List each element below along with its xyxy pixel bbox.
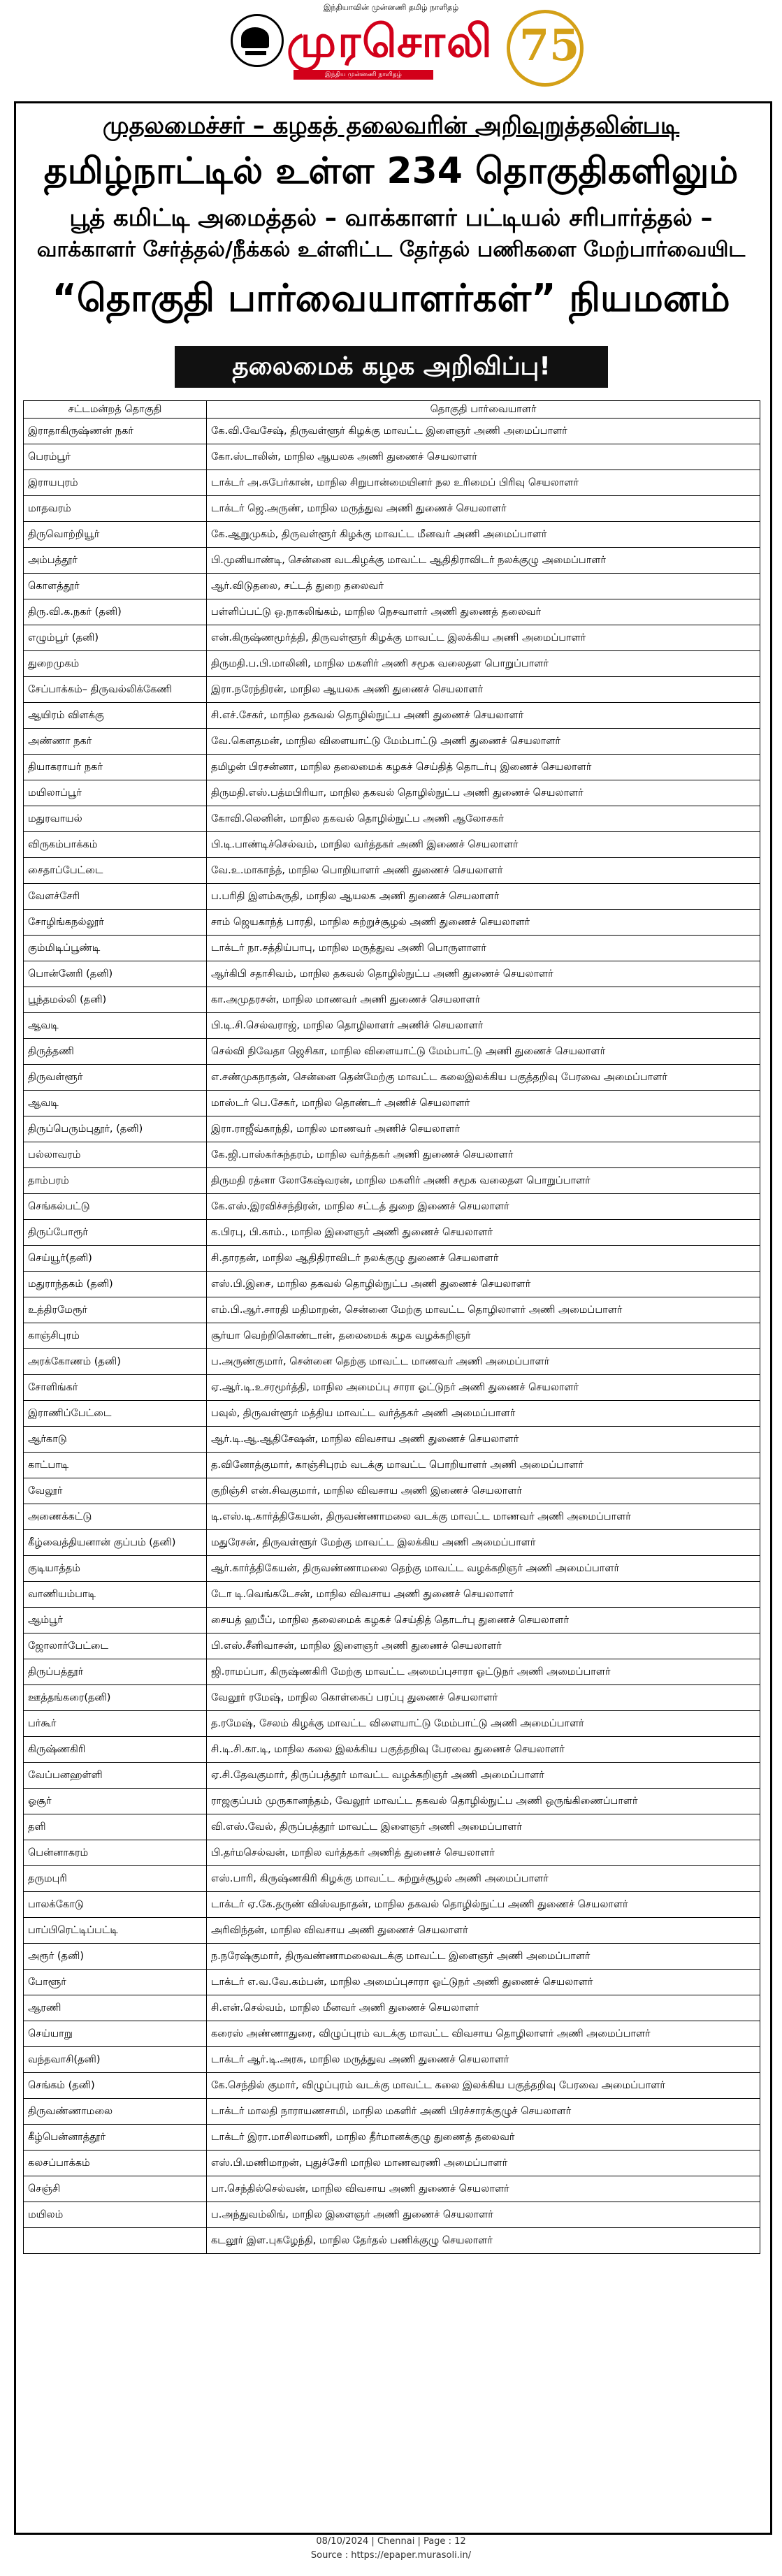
constituency-cell: திரு.வி.க.நகர் (தனி) [24,599,207,625]
table-row [24,1763,760,1789]
observer-cell: தமிழன் பிரசன்னா, மாநில தலைமைக் கழகச் செய்தித் தொடர்பு இணைச் செயலாளர் [207,755,760,780]
observer-cell: டாக்டர் ஆர்.டி.அரசு, மாநில மருத்துவ அணி துணைச் செயலாளர் [207,2047,760,2073]
observer-cell: திருமதி.எஸ்.பத்மபிரியா, மாநில தகவல் தொழில்நுட்ப அணி துணைச் செயலாளர் [207,780,760,806]
observer-cell: கோ.ஸ்டாலின், மாநில ஆயலக அணி துணைச் செயலாளர் [207,444,760,470]
observer-cell: ஜி.ராமப்பா, கிருஷ்ணகிரி மேற்கு மாவட்ட அமைப்புசாரா ஓட்டுநர் அணி அமைப்பாளர் [207,1659,760,1685]
constituency-cell: வந்தவாசி(தனி) [24,2047,207,2073]
observer-cell: இரா.ராஜீவ்காந்தி, மாநில மாணவர் அணிச் செயலாளர் [207,1116,760,1142]
constituency-cell: போளூர் [24,1970,207,1995]
constituency-cell: வேலூர் [24,1478,207,1504]
constituency-cell: கீழ்வைத்தியனான் குப்பம் (தனி) [24,1530,207,1556]
party-emblem-icon [231,14,284,67]
observer-cell: ராஜகுப்பம் முருகானந்தம், வேலூர் மாவட்ட தகவல் தொழில்நுட்ப அணி ஒருங்கிணைப்பாளர் [207,1789,760,1814]
constituency-cell: திருப்போரூர் [24,1220,207,1246]
anniversary-badge [507,10,584,87]
table-row [24,444,760,470]
constituency-cell: பர்கூர் [24,1711,207,1737]
observer-cell: ப.அந்துவம்லிங், மாநில இளைஞர் அணி துணைச் செயலாளர் [207,2202,760,2228]
table-row [24,1220,760,1246]
table-row [24,1789,760,1814]
table-row [24,1323,760,1349]
anniversary-number: 75 [519,20,580,71]
table-row [24,832,760,858]
constituency-cell: திருவண்ணாமலை [24,2099,207,2125]
headline-line-4: வாக்காளர் சேர்த்தல்/நீக்கல் உள்ளிட்ட தேர்தல் பணிகளை மேற்பார்வையிட [36,238,746,262]
table-row [24,780,760,806]
observer-cell: மாஸ்டர் பெ.சேகர், மாநில தொண்டர் அணிச் செயலாளர் [207,1091,760,1116]
headline-line-5: “தொகுதி பார்வையாளர்கள்” நியமனம் [52,276,730,320]
table-row [24,1349,760,1375]
constituency-cell: ஆம்பூர் [24,1608,207,1633]
constituency-cell: தியாகராயர் நகர் [24,755,207,780]
table-row [24,1866,760,1892]
table-row [24,1504,760,1530]
observer-cell: பா.செந்தில்செல்வன், மாநில விவசாய அணி துணைச் செயலாளர் [207,2176,760,2202]
observer-cell: செல்வி நிவேதா ஜெசிகா, மாநில விளையாட்டு மேம்பாட்டு அணி துணைச் செயலாளர் [207,1039,760,1065]
table-row [24,1401,760,1427]
table-row [24,496,760,522]
constituency-cell: காட்பாடி [24,1453,207,1478]
observer-cell: திருமதி ரத்னா லோகேஷ்வரன், மாநில மகளிர் அணி சமூக வலைதள பொறுப்பாளர் [207,1168,760,1194]
table-row [24,574,760,599]
constituency-cell: காஞ்சிபுரம் [24,1323,207,1349]
constituency-cell: மதுராந்தகம் (தனி) [24,1272,207,1297]
constituency-observer-table [23,400,760,2254]
table-row [24,625,760,651]
observer-cell: பி.டி.பாண்டிச்செல்வம், மாநில வர்த்தகர் அணி இணைச் செயலாளர் [207,832,760,858]
constituency-cell: சோழிங்கநல்லூர் [24,910,207,936]
observer-cell: பி.முனியாண்டி, சென்னை வடகிழக்கு மாவட்ட ஆதிதிராவிடர் நலக்குழு அமைப்பாளர் [207,548,760,574]
table-row [24,2202,760,2228]
constituency-cell [24,2228,207,2254]
constituency-cell: வேளச்சேரி [24,884,207,910]
observer-cell: ஏ.சி.தேவகுமார், திருப்பத்தூர் மாவட்ட வழக்கறிஞர் அணி அமைப்பாளர் [207,1763,760,1789]
constituency-cell: கொளத்தூர் [24,574,207,599]
observer-cell: ப.பரிதி இளம்சுருதி, மாநில ஆயலக அணி துணைச் செயலாளர் [207,884,760,910]
table-row [24,1375,760,1401]
table-row [24,677,760,703]
constituency-cell: கிருஷ்ணகிரி [24,1737,207,1763]
table-row [24,1582,760,1608]
observer-cell: த.வினோத்குமார், காஞ்சிபுரம் வடக்கு மாவட்ட பொறியாளர் அணி அமைப்பாளர் [207,1453,760,1478]
table-row [24,806,760,832]
table-row [24,419,760,444]
observer-cell: ஆர்.விடுதலை, சட்டத் துறை தலைவர் [207,574,760,599]
constituency-cell: ஜோலார்பேட்டை [24,1633,207,1659]
constituency-cell: திருவள்ளூர் [24,1065,207,1091]
table-row [24,1608,760,1633]
table-row [24,2176,760,2202]
constituency-cell: திருவொற்றியூர் [24,522,207,548]
constituency-cell: வேப்பனஹள்ளி [24,1763,207,1789]
observer-cell: பி.டி.சி.செல்வராஜ், மாநில தொழிலாளர் அணிச் செயலாளர் [207,1013,760,1039]
observer-cell: சையத் ஹபீப், மாநில தலைமைக் கழகச் செய்தித் தொடர்பு துணைச் செயலாளர் [207,1608,760,1633]
table-row [24,1246,760,1272]
observer-cell: க.பிரபு, பி.காம்., மாநில இளைஞர் அணி துணைச் செயலாளர் [207,1220,760,1246]
constituency-cell: எழும்பூர் (தனி) [24,625,207,651]
observer-cell: அரிவிந்தன், மாநில விவசாய அணி துணைச் செயலாளர் [207,1918,760,1944]
table-row [24,858,760,884]
table-row [24,1685,760,1711]
table-row [24,1091,760,1116]
observer-cell: பவுல், திருவள்ளூர் மத்திய மாவட்ட வர்த்தகர் அணி அமைப்பாளர் [207,1401,760,1427]
headline-line-1: முதலமைச்சர் – கழகத் தலைவரின் அறிவுறுத்தலின்படி [102,112,680,140]
newspaper-logo: முரசொலி [287,16,493,68]
table-row [24,522,760,548]
page-footer [0,2535,782,2563]
observer-cell: வே.உ.மாகாந்த், மாநில பொறியாளர் அணி துணைச் செயலாளர் [207,858,760,884]
table-row [24,1944,760,1970]
table-row [24,1711,760,1737]
observer-cell: கா.அமுதரசன், மாநில மாணவர் அணி துணைச் செயலாளர் [207,987,760,1013]
constituency-cell: அணைக்கட்டு [24,1504,207,1530]
table-row [24,2125,760,2151]
observer-cell: டாக்டர் எ.வ.வே.கம்பன், மாநில அமைப்புசாரா ஓட்டுநர் அணி துணைச் செயலாளர் [207,1970,760,1995]
observer-cell: கே.எஸ்.இரவிச்சந்திரன், மாநில சட்டத் துறை இணைச் செயலாளர் [207,1194,760,1220]
constituency-cell: மயிலாப்பூர் [24,780,207,806]
table-row [24,1065,760,1091]
constituency-cell: செங்கம் (தனி) [24,2073,207,2099]
constituency-cell: செஞ்சி [24,2176,207,2202]
table-row [24,470,760,496]
constituency-cell: அண்ணா நகர் [24,729,207,755]
observer-cell: கோவி.லெனின், மாநில தகவல் தொழில்நுட்ப அணி ஆலோசகர் [207,806,760,832]
table-row [24,1116,760,1142]
constituency-cell: கலசப்பாக்கம் [24,2151,207,2176]
observer-cell: இரா.நரேந்திரன், மாநில ஆயலக அணி துணைச் செயலாளர் [207,677,760,703]
table-row [24,1194,760,1220]
table-row [24,1453,760,1478]
observer-cell: சாம் ஜெயகாந்த் பாரதி, மாநில சுற்றுச்சூழல் அணி துணைச் செயலாளர் [207,910,760,936]
observer-cell: சூர்யா வெற்றிகொண்டான், தலைமைக் கழக வழக்கறிஞர் [207,1323,760,1349]
table-row [24,1272,760,1297]
constituency-cell: ஊத்தங்கரை(தனி) [24,1685,207,1711]
headline-line-3: பூத் கமிட்டி அமைத்தல் – வாக்காளர் பட்டியல் சரிபார்த்தல் – [69,204,713,232]
constituency-cell: அரக்கோணம் (தனி) [24,1349,207,1375]
constituency-cell: குடியாத்தம் [24,1556,207,1582]
constituency-cell: பெரம்பூர் [24,444,207,470]
constituency-cell: திருப்பத்தூர் [24,1659,207,1685]
table-header-row [24,401,760,419]
constituency-cell: செய்யாறு [24,2021,207,2047]
constituency-cell: பொன்னேரி (தனி) [24,961,207,987]
constituency-cell: இராயபுரம் [24,470,207,496]
table-row [24,2228,760,2254]
observer-cell: எஸ்.பி.மணிமாறன், புதுச்சேரி மாநில மாணவரணி அமைப்பாளர் [207,2151,760,2176]
constituency-cell: அம்பத்தூர் [24,548,207,574]
constituency-cell: ஓசூர் [24,1789,207,1814]
table-row [24,1427,760,1453]
table-row [24,1142,760,1168]
table-row [24,1633,760,1659]
observer-cell: ப.அருண்குமார், சென்னை தெற்கு மாவட்ட மாணவர் அணி அமைப்பாளர் [207,1349,760,1375]
constituency-cell: உத்திரமேரூர் [24,1297,207,1323]
constituency-cell: தளி [24,1814,207,1840]
table-row [24,2151,760,2176]
constituency-cell: செய்யூர்(தனி) [24,1246,207,1272]
table-row [24,936,760,961]
table-row [24,1892,760,1918]
header-constituency: சட்டமன்றத் தொகுதி [24,401,207,419]
constituency-cell: அரூர் (தனி) [24,1944,207,1970]
table-row [24,1737,760,1763]
footer-date-page: 08/10/2024 | Chennai | Page : 12 [316,2536,466,2547]
observer-cell: டாக்டர் ஜெ.அருண், மாநில மருத்துவ அணி துணைச் செயலாளர் [207,496,760,522]
constituency-cell: இராதாகிருஷ்ணன் நகர் [24,419,207,444]
constituency-cell: கீழ்பென்னாத்தூர் [24,2125,207,2151]
observer-cell: ஆர்.டி.ஆ.ஆதிசேஷன், மாநில விவசாய அணி துணைச் செயலாளர் [207,1427,760,1453]
observer-cell: வி.எஸ்.வேல், திருப்பத்தூர் மாவட்ட இளைஞர் அணி அமைப்பாளர் [207,1814,760,1840]
observer-cell: பி.எஸ்.சீனிவாசன், மாநில இளைஞர் அணி துணைச் செயலாளர் [207,1633,760,1659]
constituency-cell: மாதவரம் [24,496,207,522]
constituency-cell: பூந்தமல்லி (தனி) [24,987,207,1013]
table-row [24,1478,760,1504]
observer-cell: ந.நரேஷ்குமார், திருவண்ணாமலைவடக்கு மாவட்ட இளைஞர் அணி அமைப்பாளர் [207,1944,760,1970]
observer-cell: ஆர்.கார்த்திகேயன், திருவண்ணாமலை தெற்கு மாவட்ட வழக்கறிஞர் அணி அமைப்பாளர் [207,1556,760,1582]
observer-cell: டோ டி.வெங்கடேசன், மாநில விவசாய அணி துணைச் செயலாளர் [207,1582,760,1608]
logo-subtitle: இந்திய முன்னணி நாளிதழ் [294,70,433,80]
table-row [24,1039,760,1065]
observer-cell: கரைஸ் அண்ணாதுரை, விழுப்புரம் வடக்கு மாவட்ட விவசாய தொழிலாளர் அணி அமைப்பாளர் [207,2021,760,2047]
table-row [24,1530,760,1556]
table-row [24,884,760,910]
constituency-cell: சேப்பாக்கம்– திருவல்லிக்கேணி [24,677,207,703]
observer-cell: எம்.பி.ஆர்.சாரதி மதிமாறன், சென்னை மேற்கு மாவட்ட தொழிலாளர் அணி அமைப்பாளர் [207,1297,760,1323]
table-row [24,1297,760,1323]
constituency-cell: சைதாப்பேட்டை [24,858,207,884]
constituency-cell: தாம்பரம் [24,1168,207,1194]
head-office-notice-banner: தலைமைக் கழக அறிவிப்பு! [175,346,608,388]
constituency-cell: தருமபுரி [24,1866,207,1892]
constituency-cell: ஆயிரம் விளக்கு [24,703,207,729]
observer-cell: ஆர்கிபி சதாசிவம், மாநில தகவல் தொழில்நுட்ப அணி துணைச் செயலாளர் [207,961,760,987]
observer-cell: டாக்டர் நா.சத்திய்பாபு, மாநில மருத்துவ அணி பொருளாளர் [207,936,760,961]
observer-cell: டாக்டர் மாலதி நாராயணசாமி, மாநில மகளிர் அணி பிரச்சாரக்குழுச் செயலாளர் [207,2099,760,2125]
table-row [24,1168,760,1194]
observer-cell: எஸ்.பாரி, கிருஷ்ணகிரி கிழக்கு மாவட்ட சுற்றுச்சூழல் அணி அமைப்பாளர் [207,1866,760,1892]
headline-line-2: தமிழ்நாட்டில் உள்ள 234 தொகுதிகளிலும் [43,150,739,192]
observer-cell: டாக்டர் இரா.மாசிலாமணி, மாநில தீர்மானக்குழு துணைத் தலைவர் [207,2125,760,2151]
constituency-cell: இராணிப்பேட்டை [24,1401,207,1427]
table-row [24,651,760,677]
constituency-cell: திருப்பெரும்புதூர், (தனி) [24,1116,207,1142]
table-row [24,2099,760,2125]
constituency-cell: ஆரணி [24,1995,207,2021]
constituency-cell: பென்னாகரம் [24,1840,207,1866]
observer-cell: கடலூர் இள.புகழேந்தி, மாநில தேர்தல் பணிக்குழு செயலாளர் [207,2228,760,2254]
observer-cell: மதுரேசன், திருவள்ளூர் மேற்கு மாவட்ட இலக்கிய அணி அமைப்பாளர் [207,1530,760,1556]
observer-cell: கே.வி.வேசேஷ், திருவள்ளூர் கிழக்கு மாவட்ட இளைஞர் அணி அமைப்பாளர் [207,419,760,444]
table-body [24,419,760,2254]
constituency-cell: பாப்பிரெட்டிப்பட்டி [24,1918,207,1944]
observer-cell: கே.ஆறுமுகம், திருவள்ளூர் கிழக்கு மாவட்ட மீனவர் அணி அமைப்பாளர் [207,522,760,548]
observer-cell: கே.செந்தில் குமார், விழுப்புரம் வடக்கு மாவட்ட கலை இலக்கிய பகுத்தறிவு பேரவை அமைப்பாளர் [207,2073,760,2099]
constituency-cell: மயிலம் [24,2202,207,2228]
observer-cell: பி.தர்மசெல்வன், மாநில வர்த்தகர் அணித் துணைச் செயலாளர் [207,1840,760,1866]
table-row [24,2021,760,2047]
table-row [24,2047,760,2073]
constituency-cell: கும்மிடிப்பூண்டி [24,936,207,961]
observer-cell: சி.என்.செல்வம், மாநில மீனவர் அணி துணைச் செயலாளர் [207,1995,760,2021]
table-row [24,910,760,936]
table-row [24,599,760,625]
table-row [24,703,760,729]
table-row [24,729,760,755]
footer-source: Source : https://epaper.murasoli.in/ [310,2550,472,2561]
observer-cell: சி.எச்.சேகர், மாநில தகவல் தொழில்நுட்ப அணி துணைச் செயலாளர் [207,703,760,729]
table-row [24,1918,760,1944]
table-row [24,1814,760,1840]
constituency-cell: விருகம்பாக்கம் [24,832,207,858]
table-row [24,548,760,574]
observer-cell: டாக்டர் அ.சுபேர்கான், மாநில சிறுபான்மையினர் நல உரிமைப் பிரிவு செயலாளர் [207,470,760,496]
masthead-tagline: இந்தியாவின் முன்னணி தமிழ் நாளிதழ் [323,3,459,12]
table-row [24,1995,760,2021]
table-row [24,755,760,780]
table-row [24,2073,760,2099]
observer-cell: டாக்டர் ஏ.கே.தருண் விஸ்வநாதன், மாநில தகவல் தொழில்நுட்ப அணி துணைச் செயலாளர் [207,1892,760,1918]
observer-cell: த.ரமேஷ், சேலம் கிழக்கு மாவட்ட விளையாட்டு மேம்பாட்டு அணி அமைப்பாளர் [207,1711,760,1737]
table-row [24,1970,760,1995]
table-row [24,1013,760,1039]
observer-cell: சி.தாரதன், மாநில ஆதிதிராவிடர் நலக்குழு துணைச் செயலாளர் [207,1246,760,1272]
table-row [24,1556,760,1582]
observer-cell: சி.டி.சி.கா.டி, மாநில கலை இலக்கிய பகுத்தறிவு பேரவை துணைச் செயலாளர் [207,1737,760,1763]
table-row [24,1840,760,1866]
observer-cell: திருமதி.ப.பி.மாலினி, மாநில மகளிர் அணி சமூக வலைதள பொறுப்பாளர் [207,651,760,677]
observer-cell: என்.கிருஷ்ணமூர்த்தி, திருவள்ளூர் கிழக்கு மாவட்ட இலக்கிய அணி அமைப்பாளர் [207,625,760,651]
constituency-cell: வாணியம்பாடி [24,1582,207,1608]
constituency-cell: ஆவடி [24,1091,207,1116]
observer-cell: வேலூர் ரமேஷ், மாநில கொள்கைப் பரப்பு துணைச் செயலாளர் [207,1685,760,1711]
constituency-cell: திருத்தணி [24,1039,207,1065]
constituency-cell: செங்கல்பட்டு [24,1194,207,1220]
observer-cell: டி.எஸ்.டி.கார்த்திகேயன், திருவண்ணாமலை வடக்கு மாவட்ட மாணவர் அணி அமைப்பாளர் [207,1504,760,1530]
observer-cell: எஸ்.பி.இசை, மாநில தகவல் தொழில்நுட்ப அணி துணைச் செயலாளர் [207,1272,760,1297]
constituency-cell: சோளிங்கர் [24,1375,207,1401]
constituency-cell: ஆவடி [24,1013,207,1039]
masthead [0,0,782,98]
observer-cell: கே.ஜி.பாஸ்கர்சுந்தரம், மாநில வர்த்தகர் அணி துணைச் செயலாளர் [207,1142,760,1168]
observer-cell: ஏ.ஆர்.டி.உசரமூர்த்தி, மாநில அமைப்பு சாரா ஓட்டுநர் அணி துணைச் செயலாளர் [207,1375,760,1401]
constituency-cell: பல்லாவரம் [24,1142,207,1168]
observer-cell: எ.சண்முகநாதன், சென்னை தென்மேற்கு மாவட்ட கலைஇலக்கிய பகுத்தறிவு பேரவை அமைப்பாளர் [207,1065,760,1091]
constituency-cell: மதுரவாயல் [24,806,207,832]
constituency-cell: ஆர்காடு [24,1427,207,1453]
constituency-cell: துறைமுகம் [24,651,207,677]
observer-cell: வே.கௌதமன், மாநில விளையாட்டு மேம்பாட்டு அணி துணைச் செயலாளர் [207,729,760,755]
table-row [24,1659,760,1685]
table-row [24,961,760,987]
header-observer: தொகுதி பார்வையாளர் [207,401,760,419]
table-row [24,987,760,1013]
observer-cell: பள்ளிப்பட்டு ஒ.நாகலிங்கம், மாநில நெசவாளர் அணி துணைத் தலைவர் [207,599,760,625]
constituency-cell: பாலக்கோடு [24,1892,207,1918]
observer-cell: குறிஞ்சி என்.சிவகுமார், மாநில விவசாய அணி இணைச் செயலாளர் [207,1478,760,1504]
